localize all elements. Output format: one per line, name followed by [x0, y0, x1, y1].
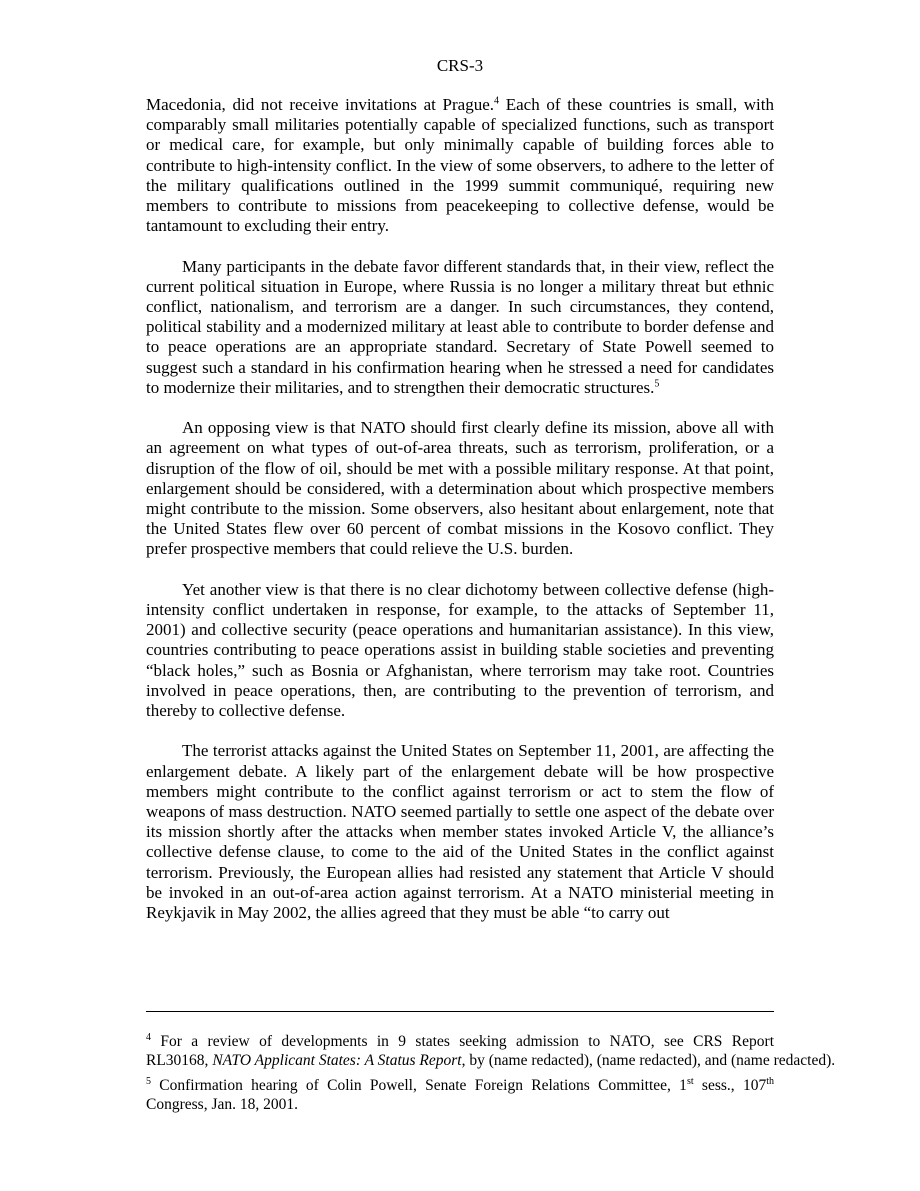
paragraph-1-text-cont: Each of these countries is small, with comparably small militaries potentially capable of specialized functions, such as transport or medical care, for example, but only minimally capable of building forces able to contribute to high-intensity conflict. In the view of some observers, to adhere to the letter of the military qualifications outlined in the 1999 summit communiqué, requiring new members to contribute to missions from peacekeeping to collective defense, would be tantamount to excluding their entry. — [146, 95, 774, 236]
footnote-5-ordinal-2: th — [766, 1075, 774, 1087]
footnote-5-text: Confirmation hearing of Colin Powell, Senate Foreign Relations Committee, 1 — [151, 1077, 687, 1094]
body-text — [146, 95, 774, 943]
paragraph-2 — [146, 257, 774, 398]
footnote-4-line1 — [146, 1032, 774, 1051]
footnotes — [146, 1032, 886, 1120]
footnote-5-marker: 5 — [146, 1075, 151, 1087]
footnote-4-authors: , by (name redacted), (name redacted), and (name redacted). — [461, 1052, 836, 1069]
footnote-4 — [146, 1032, 886, 1070]
page-number-header: CRS-3 — [436, 56, 484, 75]
footnote-4-text: For a review of developments in 9 states seeking admission to NATO, see CRS Report — [151, 1033, 774, 1050]
footnote-4-line2 — [146, 1051, 886, 1070]
footnote-5-text-mid: sess., 107 — [693, 1077, 767, 1094]
footnote-4-marker: 4 — [146, 1031, 151, 1043]
footnote-ref-4[interactable]: 4 — [494, 95, 500, 107]
footnote-ref-5[interactable]: 5 — [654, 378, 660, 390]
footnote-divider — [146, 1011, 774, 1012]
paragraph-5: The terrorist attacks against the United States on September 11, 2001, are affecting the enlargement debate. A likely part of the enlargement debate will be how prospective members might contribute to the conflict against terrorism or act to stem the flow of weapons of mass destruction. NATO seemed partially to settle one aspect of the debate over its mission shortly after the attacks when member states invoked Article V, the alliance’s collective defense clause, to come to the aid of the United States in the conflict against terrorism. Previously, the European allies had resisted any statement that Article V should be invoked in an out-of-area action against terrorism. At a NATO ministerial meeting in Reykjavik in May 2002, the allies agreed that they must be able “to carry out — [146, 741, 774, 923]
paragraph-2-text: Many participants in the debate favor different standards that, in their view, reflect the current political situation in Europe, where Russia is no longer a military threat but ethnic conflict, nationalism, and terrorism are a danger. In such circumstances, they contend, political stability and a modernized military at least able to contribute to border defense and to peace operations are an appropriate standard. Secretary of State Powell seemed to suggest such a standard in his confirmation hearing when he stressed a need for candidates to modernize their militaries, and to strengthen their democratic structures. — [146, 256, 774, 397]
footnote-4-report-number: RL30168, — [146, 1052, 213, 1069]
paragraph-1 — [146, 95, 774, 236]
footnote-4-report-title: NATO Applicant States: A Status Report — [212, 1052, 462, 1069]
paragraph-3: An opposing view is that NATO should first clearly define its mission, above all with an agreement on what types of out-of-area threats, such as terrorism, proliferation, or a disruption of the flow of oil, should be met with a possible military response. At that point, enlargement should be considered, with a determination about which prospective members might contribute to the mission. Some observers, also hesitant about enlargement, note that the United States flew over 60 percent of combat missions in the Kosovo conflict. They prefer prospective members that could relieve the U.S. burden. — [146, 418, 774, 559]
footnote-5-text-end: Congress, Jan. 18, 2001. — [146, 1096, 298, 1113]
paragraph-4: Yet another view is that there is no clear dichotomy between collective defense (high-intensity conflict undertaken in response, for example, to the attacks of September 11, 2001) and collective security (peace operations and humanitarian assistance). In this view, countries contributing to peace operations assist in building stable societies and preventing “black holes,” such as Bosnia or Afghanistan, where terrorism may take root. Countries involved in peace operations, then, are contributing to the prevention of terrorism, and thereby to collective defense. — [146, 579, 774, 721]
paragraph-1-text: Macedonia, did not receive invitations at Prague. — [146, 95, 495, 114]
footnote-5-ordinal-1: st — [686, 1075, 694, 1087]
footnote-5 — [146, 1076, 774, 1114]
